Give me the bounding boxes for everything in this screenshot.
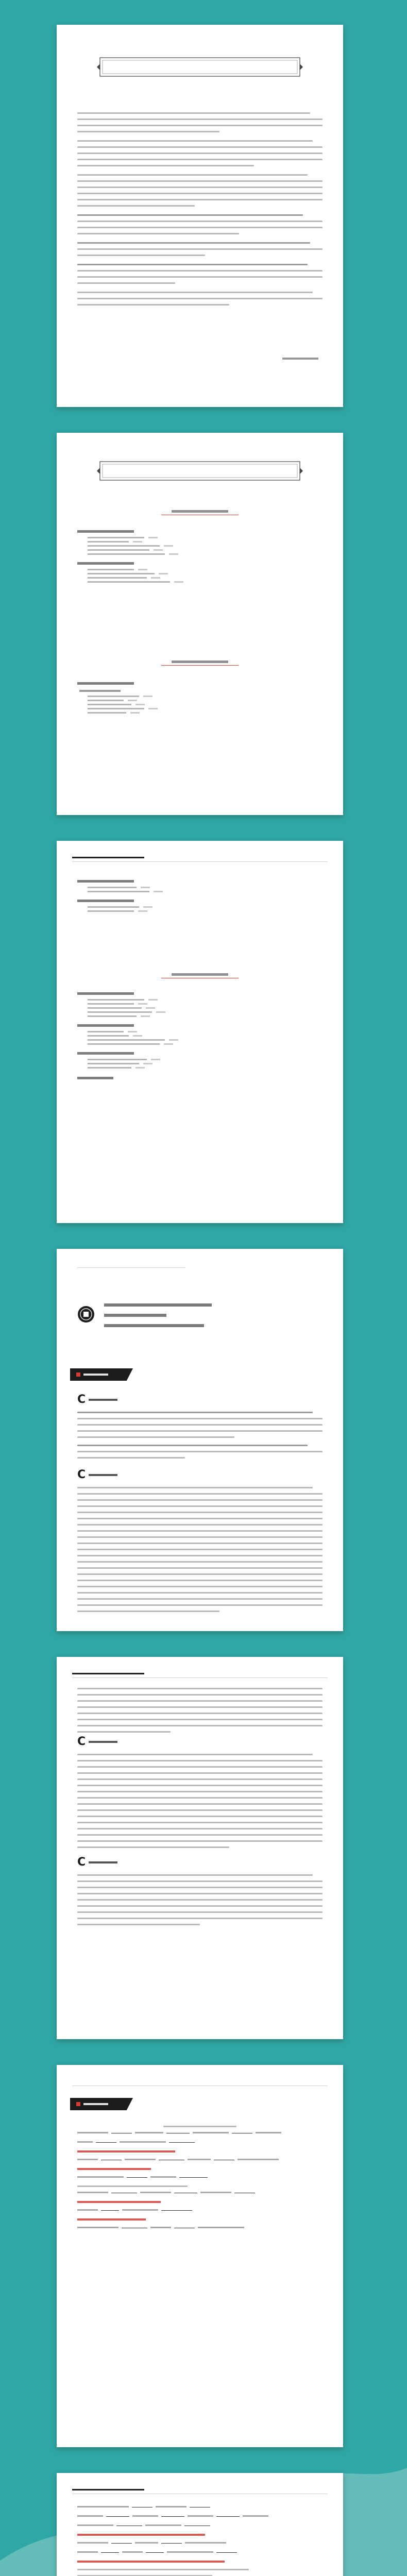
toc-list-continued (77, 873, 323, 914)
toc-item[interactable] (88, 581, 323, 583)
preface-body-text (77, 112, 323, 310)
preface-title (97, 55, 303, 79)
preface-title-frame (97, 55, 303, 79)
toc-item[interactable] (88, 1059, 323, 1060)
toc-item[interactable] (88, 541, 323, 543)
seal-icon (77, 1306, 95, 1323)
toc-list-volume-1 (77, 523, 323, 585)
subsection-marker: C (77, 1857, 117, 1868)
toc-item[interactable] (88, 1011, 323, 1013)
toc-item[interactable] (88, 1039, 323, 1041)
toc-list-volume-3 (77, 985, 323, 1079)
volume-heading-2 (161, 658, 239, 669)
preface-signature (282, 358, 318, 360)
toc-item[interactable] (88, 700, 323, 701)
gap-fill-row[interactable] (77, 2551, 323, 2553)
toc-item[interactable] (88, 537, 323, 538)
volume-heading-1 (161, 507, 239, 519)
running-header (72, 1668, 328, 1678)
gap-fill-row[interactable] (77, 2542, 323, 2544)
toc-item[interactable] (88, 1031, 323, 1032)
toc-item[interactable] (88, 999, 323, 1001)
section-ribbon (70, 2098, 133, 2110)
article-title (104, 1303, 217, 1334)
preface-page (57, 25, 343, 407)
toc-item[interactable] (88, 906, 323, 908)
toc-item[interactable] (88, 545, 323, 547)
reading-page (57, 1657, 343, 2039)
gap-fill-row[interactable] (77, 2515, 323, 2517)
gap-fill-row[interactable] (77, 2159, 323, 2160)
gap-fill-row[interactable] (77, 2141, 323, 2143)
toc-title-frame (97, 459, 303, 483)
gap-fill-row[interactable] (77, 2132, 323, 2133)
chapter-body-text (77, 1412, 323, 1463)
gap-fill-row[interactable] (77, 2227, 323, 2228)
toc-item[interactable] (88, 1035, 323, 1037)
section-ribbon (70, 1368, 133, 1381)
toc-item[interactable] (88, 1003, 323, 1005)
gap-fill-row[interactable] (77, 2176, 323, 2178)
toc-item[interactable] (88, 549, 323, 551)
toc-item[interactable] (88, 569, 323, 570)
reading-body-text (77, 1688, 323, 1737)
gap-fill-row[interactable] (77, 2506, 323, 2507)
toc-item[interactable] (88, 910, 323, 912)
subsection-marker: C (77, 1469, 117, 1481)
toc-item[interactable] (88, 1067, 323, 1069)
toc-list-volume-2 (77, 675, 323, 716)
toc-item[interactable] (88, 1063, 323, 1064)
toc-page-2 (57, 841, 343, 1223)
toc-item[interactable] (88, 704, 323, 705)
chapter-opening-page (57, 1249, 343, 1631)
toc-page-1 (57, 433, 343, 815)
exercise-list (77, 2506, 323, 2576)
gap-fill-row[interactable] (77, 2524, 323, 2526)
gap-fill-row[interactable] (77, 2192, 323, 2193)
toc-item[interactable] (88, 887, 323, 888)
running-header (72, 2076, 328, 2086)
toc-item[interactable] (88, 891, 323, 892)
exercise-page-1 (57, 2065, 343, 2447)
exercise-list (77, 2126, 323, 2236)
toc-item[interactable] (88, 553, 323, 555)
toc-item[interactable] (88, 696, 323, 697)
toc-item[interactable] (88, 577, 323, 579)
running-header (72, 2484, 328, 2494)
toc-item[interactable] (88, 1007, 323, 1009)
chapter-heading (77, 1264, 185, 1268)
reading-body-text (77, 1754, 323, 1853)
exercise-page-2 (57, 2473, 343, 2576)
toc-title (97, 459, 303, 483)
toc-item[interactable] (88, 1043, 323, 1045)
subsection-marker: C (77, 1394, 117, 1405)
toc-item[interactable] (88, 712, 323, 714)
gap-fill-row[interactable] (77, 2209, 323, 2211)
toc-item[interactable] (88, 573, 323, 574)
toc-item[interactable] (88, 708, 323, 709)
subsection-marker: C (77, 1736, 117, 1748)
chapter-body-text (77, 1487, 323, 1617)
volume-heading-3 (161, 971, 239, 982)
reading-body-text (77, 1874, 323, 1930)
toc-item[interactable] (88, 1015, 323, 1017)
running-header (72, 852, 328, 862)
